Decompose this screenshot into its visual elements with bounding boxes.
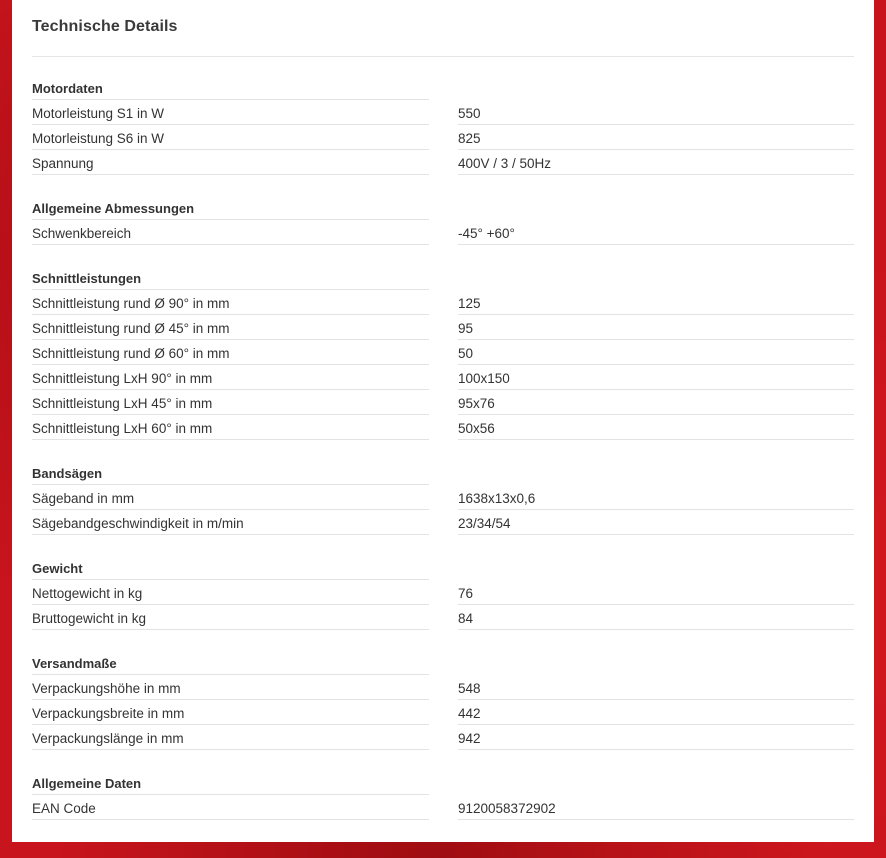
spec-value: 942 [458,725,854,750]
technical-details-card [12,0,874,842]
spec-label: Schnittleistung LxH 45° in mm [32,390,429,415]
title-divider [32,56,854,57]
spec-value: 1638x13x0,6 [458,485,854,510]
group-spacer [32,630,854,650]
spec-label: Sägebandgeschwindigkeit in m/min [32,510,429,535]
spec-label: Verpackungslänge in mm [32,725,429,750]
group-title: Motordaten [32,75,429,100]
spec-value: 76 [458,580,854,605]
group-title: Versandmaße [32,650,429,675]
spec-label: Schnittleistung rund Ø 60° in mm [32,340,429,365]
group-title: Gewicht [32,555,429,580]
group-spacer [32,175,854,195]
spec-label: Schnittleistung rund Ø 45° in mm [32,315,429,340]
spec-row [32,605,854,630]
spec-label: Schnittleistung LxH 90° in mm [32,365,429,390]
spec-label: Nettogewicht in kg [32,580,429,605]
section-title: Technische Details [32,18,178,35]
spec-row [32,700,854,725]
spec-value: 50 [458,340,854,365]
spec-table [32,75,854,820]
group-title: Schnittleistungen [32,265,429,290]
spec-row [32,100,854,125]
spec-value: 125 [458,290,854,315]
spec-value: 50x56 [458,415,854,440]
spec-value: 548 [458,675,854,700]
spec-value: 95 [458,315,854,340]
spec-row [32,485,854,510]
spec-value: 100x150 [458,365,854,390]
spec-value: 550 [458,100,854,125]
spec-row [32,220,854,245]
spec-label: Sägeband in mm [32,485,429,510]
group-spacer [32,535,854,555]
group-spacer [32,245,854,265]
spec-label: Schwenkbereich [32,220,429,245]
spec-value: 23/34/54 [458,510,854,535]
group-title: Bandsägen [32,460,429,485]
spec-row [32,675,854,700]
spec-row [32,150,854,175]
spec-value: 95x76 [458,390,854,415]
spec-label: EAN Code [32,795,429,820]
spec-row [32,315,854,340]
spec-row [32,725,854,750]
group-title: Allgemeine Daten [32,770,429,795]
spec-row [32,390,854,415]
spec-label: Motorleistung S6 in W [32,125,429,150]
spec-row [32,125,854,150]
spec-value: 84 [458,605,854,630]
spec-row [32,415,854,440]
spec-row [32,290,854,315]
spec-value: 400V / 3 / 50Hz [458,150,854,175]
spec-row [32,795,854,820]
spec-row [32,510,854,535]
spec-label: Schnittleistung LxH 60° in mm [32,415,429,440]
spec-label: Verpackungshöhe in mm [32,675,429,700]
spec-row [32,365,854,390]
spec-label: Schnittleistung rund Ø 90° in mm [32,290,429,315]
spec-value: 442 [458,700,854,725]
spec-label: Verpackungsbreite in mm [32,700,429,725]
spec-label: Motorleistung S1 in W [32,100,429,125]
spec-value: -45° +60° [458,220,854,245]
group-spacer [32,750,854,770]
spec-row [32,580,854,605]
spec-row [32,340,854,365]
spec-value: 825 [458,125,854,150]
spec-label: Bruttogewicht in kg [32,605,429,630]
spec-value: 9120058372902 [458,795,854,820]
spec-label: Spannung [32,150,429,175]
group-title: Allgemeine Abmessungen [32,195,429,220]
group-spacer [32,440,854,460]
